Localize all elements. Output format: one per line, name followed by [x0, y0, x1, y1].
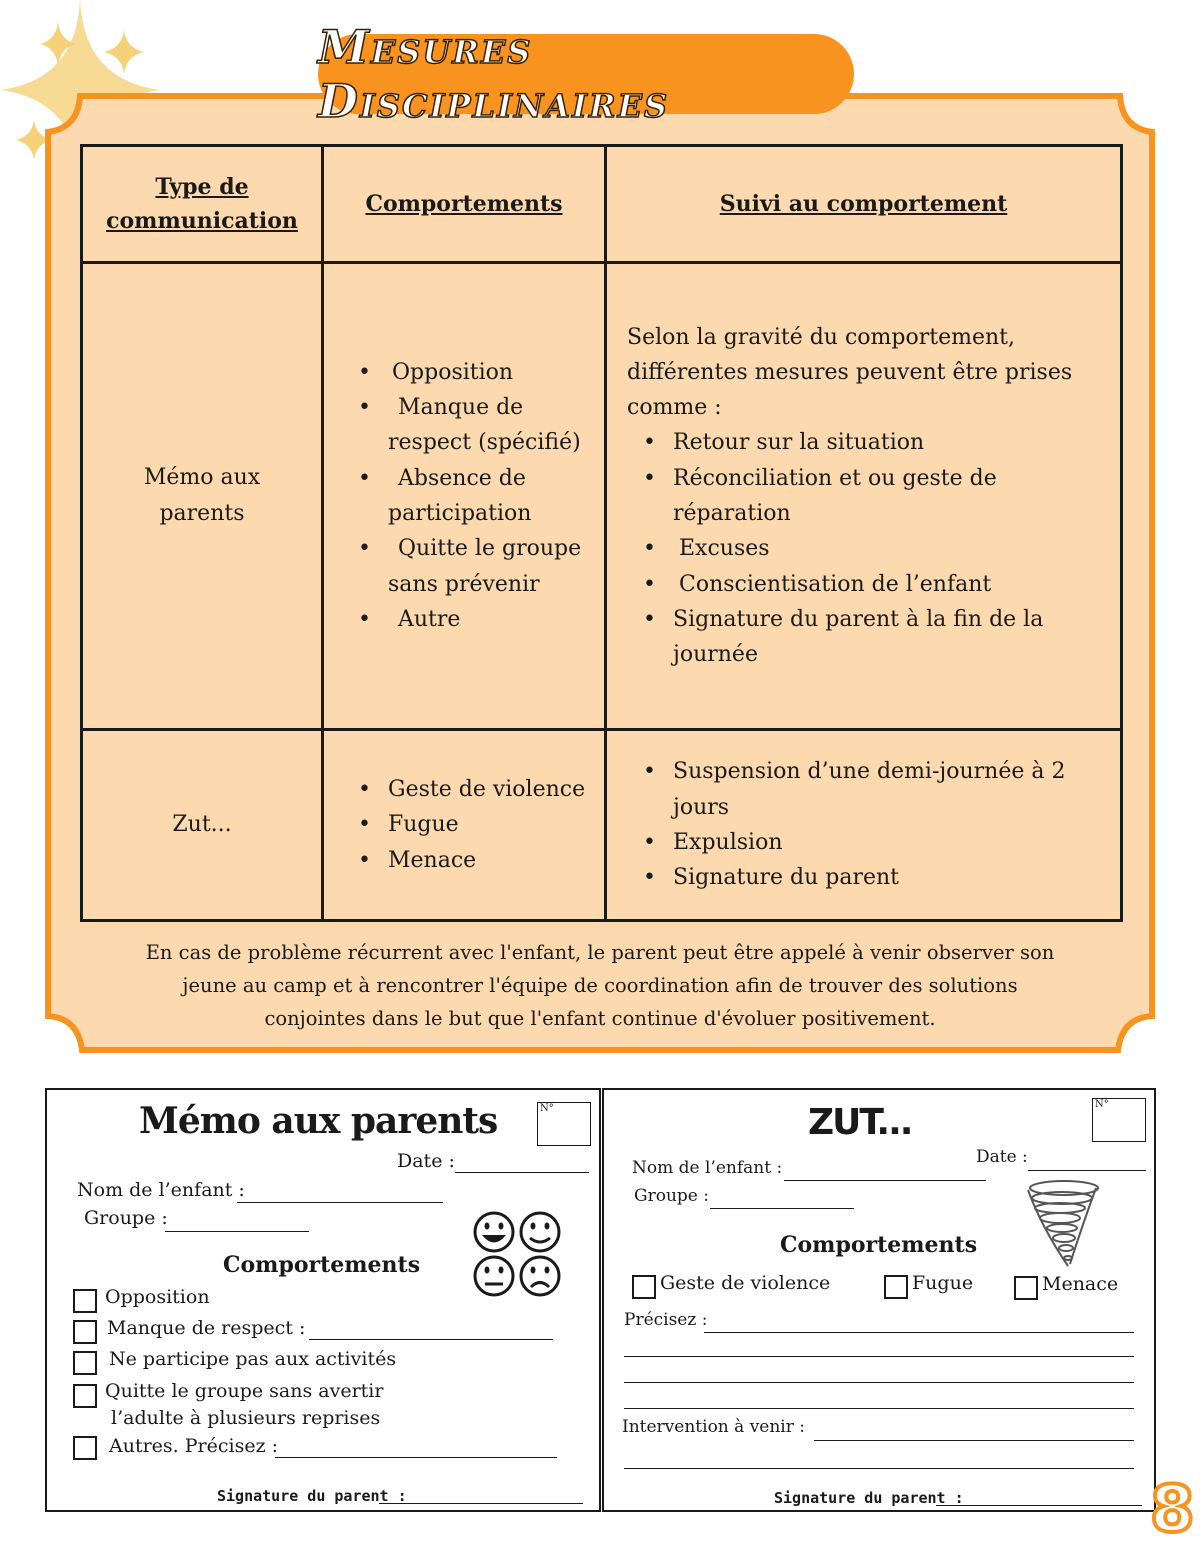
memo-group-label: Groupe :: [84, 1207, 168, 1229]
memo-opposition-checkbox[interactable]: [73, 1289, 97, 1313]
note-line3: conjointes dans le but que l'enfant continue d'évoluer positivement.: [264, 1007, 936, 1030]
note-line2: jeune au camp et à rencontrer l'équipe de coordination afin de trouver des solutions: [182, 974, 1018, 997]
memo-participation-label: Ne participe pas aux activités: [109, 1348, 397, 1370]
memo-signature-field[interactable]: [379, 1503, 583, 1504]
note-line1: En cas de problème récurrent avec l'enfant, le parent peut être appelé à venir observer son: [145, 941, 1055, 964]
list-item: • Manque de respect (spécifié): [358, 390, 604, 461]
row-memo-type-line1: Mémo aux: [143, 465, 261, 490]
zut-violence-label: Geste de violence: [660, 1272, 831, 1294]
row-memo-type-line2: parents: [159, 501, 245, 526]
zut-card: [602, 1088, 1156, 1512]
row-memo-behaviors: [323, 263, 606, 730]
zut-group-label: Groupe :: [634, 1186, 709, 1206]
table-row: [82, 263, 1122, 730]
zut-specify-label: Précisez :: [624, 1310, 708, 1330]
header-type-line1: Type de: [155, 174, 249, 200]
table-header-row: [82, 146, 1122, 263]
memo-card: [45, 1088, 601, 1512]
memo-number-label: N°: [540, 1103, 554, 1114]
row-zut-behaviors: [323, 730, 606, 921]
zut-fugue-checkbox[interactable]: [884, 1275, 908, 1299]
memo-child-field[interactable]: [237, 1202, 443, 1203]
zut-child-field[interactable]: [784, 1180, 986, 1181]
zut-signature-field[interactable]: [936, 1505, 1142, 1506]
memo-measure-list: [643, 425, 1120, 672]
memo-card-title: Mémo aux parents: [139, 1100, 498, 1142]
tornado-icon: [1022, 1178, 1102, 1270]
header-type: [82, 146, 323, 263]
zut-behavior-list: [358, 772, 604, 878]
list-item: • Réconciliation et ou geste de réparation: [643, 461, 1120, 532]
zut-menace-label: Menace: [1042, 1273, 1119, 1295]
zut-intervention-field-2[interactable]: [624, 1468, 1134, 1469]
memo-date-label: Date :: [397, 1150, 455, 1172]
list-item: • Autre: [358, 602, 604, 637]
list-item: • Suspension d’une demi-journée à 2 jours: [643, 754, 1120, 825]
page-title-text: Mesures Disciplinaires: [318, 20, 670, 128]
memo-leave-label-1: Quitte le groupe sans avertir: [105, 1380, 384, 1402]
memo-behavior-list: [358, 355, 604, 637]
discipline-table: [80, 144, 1123, 922]
memo-child-label: Nom de l’enfant :: [77, 1179, 245, 1201]
memo-section-title: Comportements: [223, 1252, 421, 1278]
zut-specify-field-1[interactable]: [704, 1332, 1134, 1333]
list-item: • Quitte le groupe sans prévenir: [358, 531, 604, 602]
list-item: • Conscientisation de l’enfant: [643, 567, 1120, 602]
page-number: 8: [1150, 1473, 1195, 1547]
recurrence-note: [110, 936, 1090, 1035]
list-item: • Fugue: [358, 807, 604, 842]
zut-signature-label: Signature du parent :: [774, 1489, 964, 1507]
memo-respect-label: Manque de respect :: [107, 1317, 306, 1339]
memo-group-field[interactable]: [165, 1231, 309, 1232]
list-item: • Geste de violence: [358, 772, 604, 807]
list-item: • Absence de participation: [358, 461, 604, 532]
memo-respect-checkbox[interactable]: [73, 1320, 97, 1344]
list-item: • Signature du parent à la fin de la journée: [643, 602, 1120, 673]
list-item: • Opposition: [358, 355, 604, 390]
zut-number-label: N°: [1095, 1099, 1109, 1110]
memo-intro: Selon la gravité du comportement, différentes mesures peuvent être prises comme :: [627, 324, 1073, 421]
zut-specify-field-4[interactable]: [624, 1408, 1134, 1409]
zut-card-title: ZUT...: [808, 1102, 912, 1143]
zut-intervention-field-1[interactable]: [814, 1440, 1134, 1441]
list-item: • Signature du parent: [643, 860, 1120, 895]
zut-section-title: Comportements: [780, 1232, 978, 1258]
memo-date-field[interactable]: [455, 1172, 589, 1173]
zut-date-label: Date :: [976, 1147, 1028, 1167]
zut-violence-checkbox[interactable]: [632, 1275, 656, 1299]
zut-group-field[interactable]: [710, 1208, 854, 1209]
row-memo-type: [82, 263, 323, 730]
header-type-line2: communication: [106, 208, 298, 234]
memo-other-checkbox[interactable]: [73, 1436, 97, 1460]
memo-participation-checkbox[interactable]: [73, 1351, 97, 1375]
memo-leave-label-2: l’adulte à plusieurs reprises: [111, 1407, 381, 1429]
zut-menace-checkbox[interactable]: [1014, 1276, 1038, 1300]
row-zut-followup: [606, 730, 1122, 921]
list-item: • Retour sur la situation: [643, 425, 1120, 460]
zut-number-box[interactable]: [1092, 1098, 1146, 1142]
memo-other-label: Autres. Précisez :: [109, 1435, 279, 1457]
memo-opposition-label: Opposition: [105, 1286, 210, 1308]
row-zut-type: Zut...: [82, 730, 323, 921]
zut-date-field[interactable]: [1028, 1170, 1146, 1171]
memo-respect-field[interactable]: [309, 1339, 553, 1340]
zut-intervention-label: Intervention à venir :: [622, 1417, 805, 1437]
table-row: [82, 730, 1122, 921]
zut-measure-list: [643, 754, 1120, 895]
zut-fugue-label: Fugue: [912, 1272, 974, 1294]
zut-specify-field-3[interactable]: [624, 1382, 1134, 1383]
smiley-faces-icon: [472, 1210, 564, 1300]
header-behaviors: Comportements: [323, 146, 606, 263]
row-memo-followup: [606, 263, 1122, 730]
page-title: [318, 20, 854, 128]
memo-other-field[interactable]: [275, 1457, 557, 1458]
memo-signature-label: Signature du parent :: [217, 1487, 407, 1505]
memo-leave-checkbox[interactable]: [73, 1384, 97, 1408]
list-item: • Excuses: [643, 531, 1120, 566]
zut-child-label: Nom de l’enfant :: [632, 1158, 783, 1178]
header-followup: Suivi au comportement: [606, 146, 1122, 263]
list-item: • Menace: [358, 843, 604, 878]
list-item: • Expulsion: [643, 825, 1120, 860]
zut-specify-field-2[interactable]: [624, 1356, 1134, 1357]
memo-number-box[interactable]: [537, 1102, 591, 1146]
